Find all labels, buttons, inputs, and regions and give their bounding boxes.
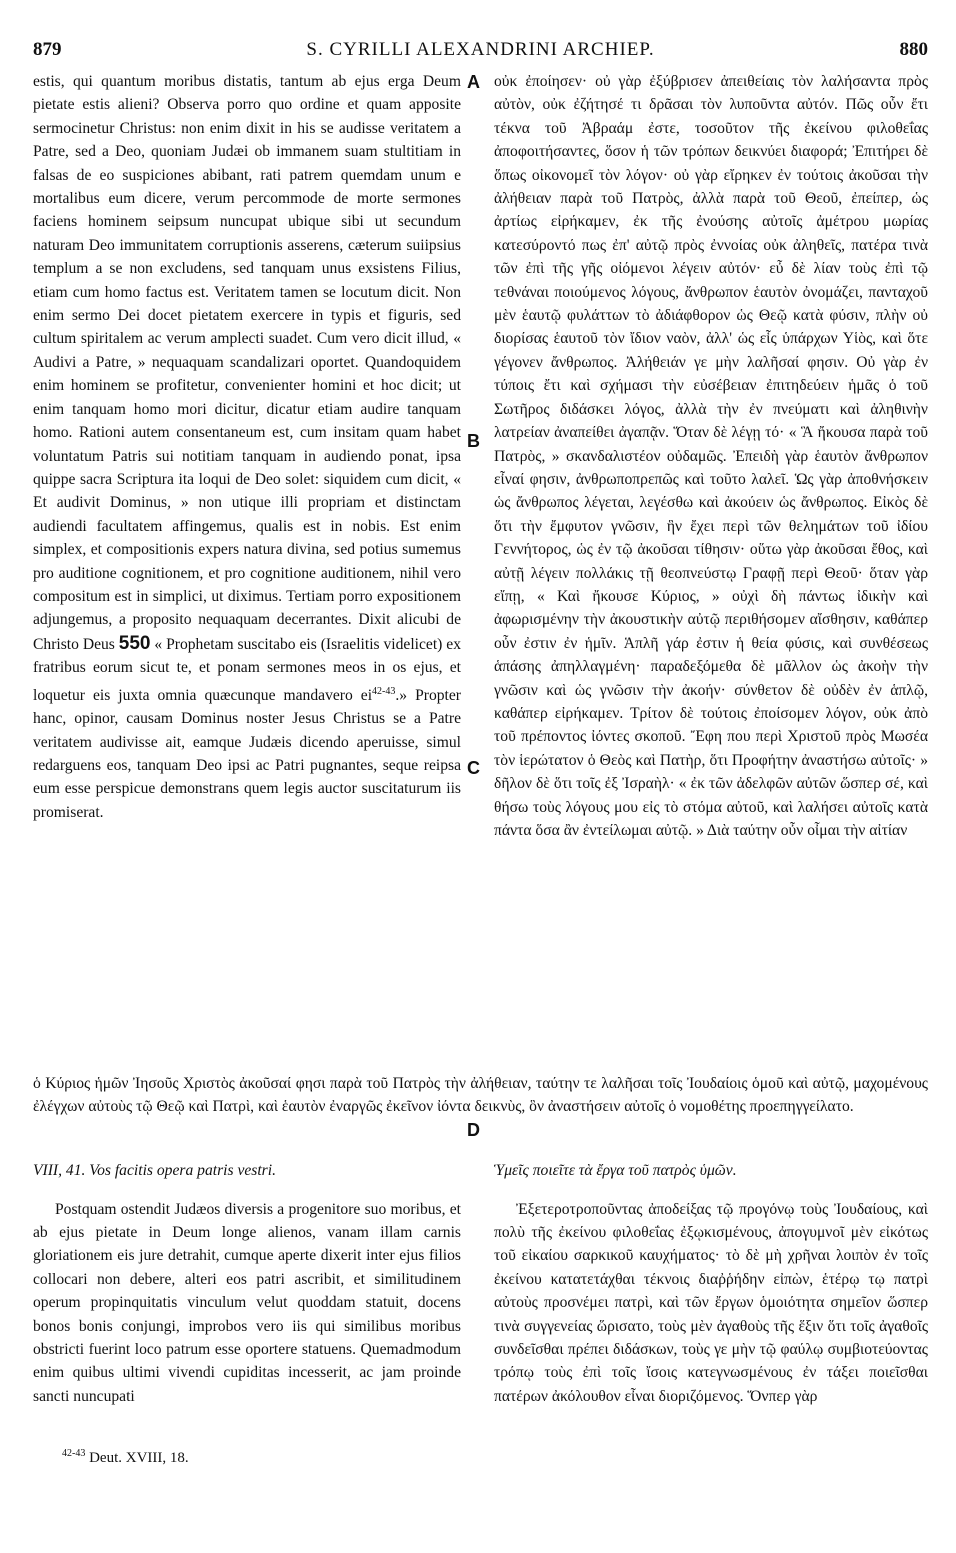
running-title: S. CYRILLI ALEXANDRINI ARCHIEP. [306,39,655,60]
section-marker-d: D [467,1120,480,1140]
right-page-number: 880 [899,39,928,60]
greek-column-upper [494,70,928,842]
footnote-text: Deut. XVIII, 18. [89,1450,189,1466]
greek-column-lower [494,1143,928,1424]
latin-column-upper [33,70,461,824]
footnote-mark: 42-43 [62,1448,86,1459]
latin-upper-text-1: estis, qui quantum moribus distatis, tantum ab ejus erga Deum pietate estis alieni? Observa porro quo ordine et quam apposite sermocinetur Christus: non enim dixit in his se audisse veritatem a Patre, sed a Deo, quoniam Judæi ob immanem suam stultitiam in falsas de eo suspiciones abibant, rati patrem quemdam unum e mortalibus eum dicere, verum percommode de morte sermones faciens hominem seipsum nuncupat ubique sibi ut secundum naturam Deo immunitatem corruptionis asserens, cæterum suiipsius templum a se non excludens, sed tanquam unus exsistens Filius, etiam cum homo factus est. Veritatem tamen se locutum dicit. Non enim sermo Dei docet pietatem exercere in typis et figuris, sed cultum spiritalem ac verum amplecti suadet. Cum vero dicit illud, « Audivi a Patre, » nequaquam scandalizari oportet. Quandoquidem enim hominem se profitetur, convenienter homini et hoc dicit; ut enim tanquam homo mori dicitur, dicatur etiam audire tanquam homo. Rationi autem consentaneum est, cum insitam quam habet voluntatum Patris sui notitiam tanquam in audiendo ponat, ipsa quippe sacra Scriptura ita loqui de Deo solet: siquidem cum dicit, « Et audivit Dominus, » non utique illi propriam et distinctam audiendi facultatem affingemus, qualis est in nobis. Est enim simplex, et compositionis expers natura divina, sed potius sumemus pro auditione cognitionem, et pro cognitione auditionem, nihil vero compositum est in simplici, ut diximus. Tertiam porro expositionem adjungemus, a proposito nequaquam decerrantes. Dixit alicubi de Christo Deus [33,73,461,653]
latin-upper-text-2: « Prophetam suscitabo eis (Israelitis videlicet) ex fratribus eorum sicut te, et ponam sermones meos in os ejus, et loquetur eis juxta omnia quæcunque mandavero ei [33,635,461,704]
section-marker-a: A [467,72,480,92]
footnote-reference: 42-43 [372,685,396,697]
latin-upper-text-3: .» Propter hanc, opinor, causam Dominus noster Jesus Christus se a Patre veritatem audivisse ait, eamque Judæis dicendo aperuisse, simul redarguens eos, tanquam Deo ipsi ac Patri pugnantes, seque reipsa eum esse perspicue demonstrans quem legis auctor suscitaturum iis promiserat. [33,686,461,821]
page-header [33,38,928,68]
left-page-number: 879 [33,39,62,60]
greek-upper-text: οὐκ ἐποίησεν· οὐ γὰρ ἐξύβρισεν ἀπειθείαις τὸν λαλήσαντα πρὸς αὐτὸν, οὐκ ἐζήτησέ τι δρᾶσαι τὸν λυποῦντα αὐτόν. Πῶς οὖν ἔτι τέκνα τοῦ Ἀβραάμ ἐστε, τοσοῦτον τῆς ἐκείνου φιλοθεΐας ἀποφοιτήσαντες, ὅσον ἡ τῶν τρόπων δεικνύει διαφορά; Ἐπιτήρει δὲ ὅπως οἰκονομεῖ τὸν λόγον· οὐ γὰρ εἴρηκεν ἐν τούτοις ἀκοῦσαι τὴν ἀλήθειαν παρὰ τοῦ Πατρὸς, ἀλλὰ παρὰ τοῦ Θεοῦ, ἐπείπερ, ὡς ἀρτίως εἰρήκαμεν, ἐκ τῆς ἐνούσης αὐτοῖς ἀμέτρου μωρίας κατεσύροντό πως ἐπ' αὐτῷ πρὸς ἐννοίας οὐκ ἀληθεῖς, πατέρα τινὰ τῶν ἐπὶ τῆς γῆς οἰόμενοι λέγειν αὐτόν· εὖ δὲ λίαν τοὺς ἐπὶ τῷ τεθνάναι ποιούμενος λόγους, ἄνθρωπον ἑαυτὸν ὀνομάζει, πανταχοῦ μὲν ἑαυτῷ φυλάττων τὸ ἀδιάφθορον ὡς Θεῷ κατὰ φύσιν, πλὴν οὐ διορίσας ἑαυτοῦ τὸν ἴδιον ναὸν, ἀλλ' ὡς εἷς ὑπάρχων Υἱὸς, καὶ ὅτε γέγονεν ἄνθρωπος. Ἀλήθειάν γε μὴν λαλῆσαί φησιν. Οὐ γὰρ ἐν τύποις ἔτι καὶ σχήμασι τὴν εὐσέβειαν ἐπιτηδεύειν ἡμᾶς ὁ τοῦ Σωτῆρος διδάσκει λόγος, ἀλλὰ τὴν ἐν πνεύματι καὶ ἀληθινὴν λατρείαν ἀναπείθει ἀγαπᾷν. Ὅταν δὲ λέγῃ τό· « Ἃ ἤκουσα παρὰ τοῦ Πατρὸς, » σκανδαλιστέον οὐδαμῶς. Ἐπειδὴ γὰρ ἑαυτὸν ἄνθρωπον εἶναί φησιν, ἀνθρωποπρεπῶς καὶ τοῦτο λαλεῖ. Ὡς γὰρ ἀποθνήσκειν ὡς ἄνθρωπος λέγεται, λεγέσθω καὶ ἀκούειν ὡς ἄνθρωπος. Εἰκὸς δὲ ὅτι τὴν ἔμφυτον γνῶσιν, ἣν ἔχει περὶ τῶν θελημάτων τοῦ ἰδίου Γεννήτορος, ὡς ἐν τῷ ἀκοῦσαι τίθησιν· οὕτω γὰρ ἀκοῦσαι ἔθος, καὶ αὐτῇ λέγειν πολλάκις τῇ θεοπνεύστῳ Γραφῇ περὶ Θεοῦ· ὅταν γὰρ εἴπῃ, « Καὶ ἤκουσε Κύριος, » οὐχὶ δὴ πάντως ἰδικὴν καὶ ἀφωρισμένην τὴν ἀκουστικὴν αὐτῷ περιθήσομεν αἴσθησιν, καθάπερ οὖν ἐστιν ἐν ἡμῖν. Ἁπλῆ γάρ ἐστιν ἡ θεία φύσις, καὶ συνθέσεως ἁπάσης ἀπηλλαγμένη· παραδεξόμεθα δὲ μᾶλλον ὡς ἀκοὴν τὴν γνῶσιν καὶ ὡς γνῶσιν τὴν ἀκοήν· σύνθετον δὲ οὐδὲν ἐν ἁπλῷ, καθάπερ εἰρήκαμεν. Τρίτον δὲ τούτοις ἐποίσομεν λόγον, οὐκ ἀπὸ τοῦ πρέποντος ἰόντες σκοποῦ. Ἔφη που περὶ Χριστοῦ πρὸς Μωσέα τὸν ἱερώτατον ὁ Θεὸς καὶ Πατὴρ, ὅτι Προφήτην ἀναστήσω αὐτοῖς· » δῆλον δὲ ὅτι τοῖς ἐξ Ἰσραὴλ· « ἐκ τῶν ἀδελφῶν αὐτῶν ὥσπερ σέ, καὶ θήσω τοὺς λόγους μου εἰς τὸ στόμα αὐτοῦ, καὶ λαλήσει αὐτοῖς κατὰ πάντα ὅσα ἂν ἐντείλωμαι αὐτῷ. » Διὰ ταύτην οὖν οἶμαι τὴν αἰτίαν [494,73,928,839]
latin-section-heading: VIII, 41. Vos facitis opera patris vestri. [33,1161,276,1179]
footnote [62,1448,189,1467]
greek-lower-text: Ἐξετεροτροποῦντας ἀποδείξας τῷ προγόνῳ τοὺς Ἰουδαίους, καὶ πολὺ τῆς ἐκείνου φιλοθεΐας ἐξῳκισμένους, ἀπογυμνοῖ μὲν εἰκότως τοῦ εἰκαίου σαρκικοῦ καυχήματος· τὸ δὲ μὴ χρῆναι λοιπὸν ἐν τοῖς ἐκείνου κατατετάχθαι τέκνοις διαῤῥήδην εἰπὼν, ἑτέρῳ τῳ πατρὶ αὐτοὺς προσνέμει πατρὶ, καὶ τῶν ἔργων ὁμοιότητα σημεῖον ὥσπερ τινὰ συγγενείας ὥρισατο, τοὺς μὲν ἀγαθοὺς τῆς ἕξιν ὅτι τοῖς ἀγαθοῖς συνδεῖσθαι πρέπει διδάσκων, τοὺς γε μὴν τῷ φαύλῳ συμβιοτεύοντας τρόπῳ τοὺς ἐπὶ τοῖς ἴσοις κατεγνωσμένους ἐν τάξει ποιεῖσθαι πατέρων ἀκόλουθον εἶναι διοριζόμενος. Ὅνπερ γὰρ [494,1200,928,1405]
column-number: 550 [118,632,151,654]
section-marker-b: B [467,431,480,451]
greek-spanning-text: ὁ Κύριος ἡμῶν Ἰησοῦς Χριστὸς ἀκοῦσαί φησι παρὰ τοῦ Πατρὸς τὴν ἀλήθειαν, ταύτην τε λαλῆσαι τοῖς Ἰουδαίοις ὁμοῦ καὶ αὐτῷ, μαχομένους ἐλέγχων αὐτοὺς τῷ Θεῷ καὶ Πατρὶ, καὶ ἑαυτὸν ἐναργῶς ἐκεῖνον ἰόντα δεικνὺς, ὃν ἀναστήσειν αὐτοῖς ὁ νομοθέτης προεπηγγείλατο. [33,1075,928,1116]
greek-section-heading: Ὑμεῖς ποιεῖτε τὰ ἔργα τοῦ πατρὸς ὑμῶν. [494,1161,737,1179]
section-marker-c: C [467,758,480,778]
latin-lower-text: Postquam ostendit Judæos diversis a progenitore suo moribus, et ab ejus pietate in Deum longe alienos, vanam illam carnis gloriationem eis jure detrahit, cumque aperte dixerit inter ejus filios collocari non debere, alteri eos patri ascribit, et similitudinem operum propinquitatis vinculum velut quoddam statuit, docens bonos bonis conjungi, improbos vero iis qui similibus moribus obstricti fuerint loco patrum esse oportere statuens. Quemadmodum enim quibus ultimi vivendi cupiditas incesserit, ac jam proinde sancti nuncupati [33,1200,461,1405]
latin-column-lower [33,1143,461,1424]
